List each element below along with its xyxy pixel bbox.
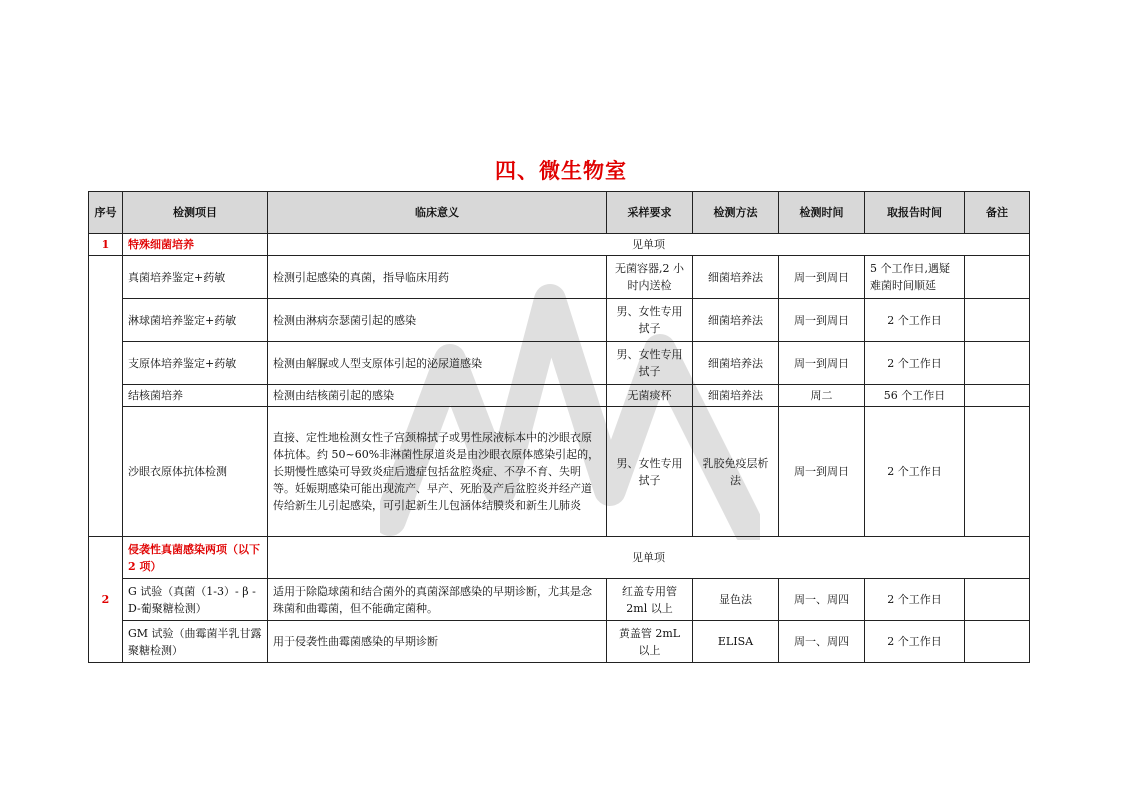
table-row bbox=[89, 621, 1030, 663]
remark-cell bbox=[965, 407, 1030, 537]
time-cell: 周一到周日 bbox=[779, 342, 865, 385]
sample-cell: 男、女性专用拭子 bbox=[607, 407, 693, 537]
sample-cell: 黄盖管 2mL 以上 bbox=[607, 621, 693, 663]
item-cell: G 试验（真菌（1-3）- β -D-葡聚糖检测） bbox=[123, 579, 268, 621]
table-row bbox=[89, 256, 1030, 299]
sample-cell: 无菌容器,2 小时内送检 bbox=[607, 256, 693, 299]
report-cell: 2 个工作日 bbox=[865, 621, 965, 663]
time-cell: 周一、周四 bbox=[779, 621, 865, 663]
item-cell: 沙眼衣原体抗体检测 bbox=[123, 407, 268, 537]
method-cell: 乳胶免疫层析法 bbox=[693, 407, 779, 537]
time-cell: 周二 bbox=[779, 385, 865, 407]
sample-cell: 男、女性专用拭子 bbox=[607, 299, 693, 342]
item-cell: 淋球菌培养鉴定+药敏 bbox=[123, 299, 268, 342]
remark-cell bbox=[965, 256, 1030, 299]
group-note: 见单项 bbox=[268, 234, 1030, 256]
meaning-cell: 直接、定性地检测女性子宫颈棉拭子或男性尿液标本中的沙眼衣原体抗体。约 50~60%非淋菌性尿道炎是由沙眼衣原体感染引起的，长期慢性感染可导致炎症后遗症包括盆腔炎症、不孕不育、失明等。妊娠期感染可能出现流产、早产、死胎及产后盆腔炎并经产道传给新生儿引起感染，可引起新生儿包涵体结膜炎和新生儿肺炎 bbox=[268, 407, 607, 537]
table-row bbox=[89, 342, 1030, 385]
test-items-table bbox=[88, 191, 1030, 663]
remark-cell bbox=[965, 579, 1030, 621]
method-cell: 细菌培养法 bbox=[693, 342, 779, 385]
table-row bbox=[89, 407, 1030, 537]
sample-cell: 无菌痰杯 bbox=[607, 385, 693, 407]
group-row-1 bbox=[89, 234, 1030, 256]
table-row bbox=[89, 385, 1030, 407]
item-cell: 结核菌培养 bbox=[123, 385, 268, 407]
group-name: 特殊细菌培养 bbox=[123, 234, 268, 256]
remark-cell bbox=[965, 342, 1030, 385]
meaning-cell: 检测引起感染的真菌，指导临床用药 bbox=[268, 256, 607, 299]
col-header-item: 检测项目 bbox=[123, 192, 268, 234]
meaning-cell: 检测由淋病奈瑟菌引起的感染 bbox=[268, 299, 607, 342]
group-name: 侵袭性真菌感染两项（以下 2 项） bbox=[123, 537, 268, 579]
col-header-num: 序号 bbox=[89, 192, 123, 234]
meaning-cell: 检测由解脲或人型支原体引起的泌尿道感染 bbox=[268, 342, 607, 385]
col-header-time: 检测时间 bbox=[779, 192, 865, 234]
meaning-cell: 适用于除隐球菌和结合菌外的真菌深部感染的早期诊断，尤其是念珠菌和曲霉菌，但不能确定菌种。 bbox=[268, 579, 607, 621]
sample-cell: 红盖专用管 2ml 以上 bbox=[607, 579, 693, 621]
table-row bbox=[89, 579, 1030, 621]
remark-cell bbox=[965, 621, 1030, 663]
method-cell: ELISA bbox=[693, 621, 779, 663]
report-cell: 2 个工作日 bbox=[865, 407, 965, 537]
item-cell: 支原体培养鉴定+药敏 bbox=[123, 342, 268, 385]
method-cell: 显色法 bbox=[693, 579, 779, 621]
meaning-cell: 检测由结核菌引起的感染 bbox=[268, 385, 607, 407]
remark-cell bbox=[965, 299, 1030, 342]
col-header-remark: 备注 bbox=[965, 192, 1030, 234]
report-cell: 56 个工作日 bbox=[865, 385, 965, 407]
item-cell: GM 试验（曲霉菌半乳甘露聚糖检测） bbox=[123, 621, 268, 663]
sample-cell: 男、女性专用拭子 bbox=[607, 342, 693, 385]
table-header-row bbox=[89, 192, 1030, 234]
report-cell: 5 个工作日,遇疑难菌时间顺延 bbox=[865, 256, 965, 299]
time-cell: 周一、周四 bbox=[779, 579, 865, 621]
col-header-method: 检测方法 bbox=[693, 192, 779, 234]
group-row-2 bbox=[89, 537, 1030, 579]
report-cell: 2 个工作日 bbox=[865, 299, 965, 342]
meaning-cell: 用于侵袭性曲霉菌感染的早期诊断 bbox=[268, 621, 607, 663]
group-note: 见单项 bbox=[268, 537, 1030, 579]
group-number: 2 bbox=[89, 537, 123, 663]
remark-cell bbox=[965, 385, 1030, 407]
item-cell: 真菌培养鉴定+药敏 bbox=[123, 256, 268, 299]
method-cell: 细菌培养法 bbox=[693, 299, 779, 342]
col-header-sample: 采样要求 bbox=[607, 192, 693, 234]
col-header-report: 取报告时间 bbox=[865, 192, 965, 234]
report-cell: 2 个工作日 bbox=[865, 342, 965, 385]
report-cell: 2 个工作日 bbox=[865, 579, 965, 621]
group-number-spacer bbox=[89, 256, 123, 537]
col-header-meaning: 临床意义 bbox=[268, 192, 607, 234]
table-row bbox=[89, 299, 1030, 342]
time-cell: 周一到周日 bbox=[779, 407, 865, 537]
group-number: 1 bbox=[89, 234, 123, 256]
time-cell: 周一到周日 bbox=[779, 299, 865, 342]
method-cell: 细菌培养法 bbox=[693, 256, 779, 299]
page-title: 四、微生物室 bbox=[495, 158, 627, 183]
time-cell: 周一到周日 bbox=[779, 256, 865, 299]
method-cell: 细菌培养法 bbox=[693, 385, 779, 407]
